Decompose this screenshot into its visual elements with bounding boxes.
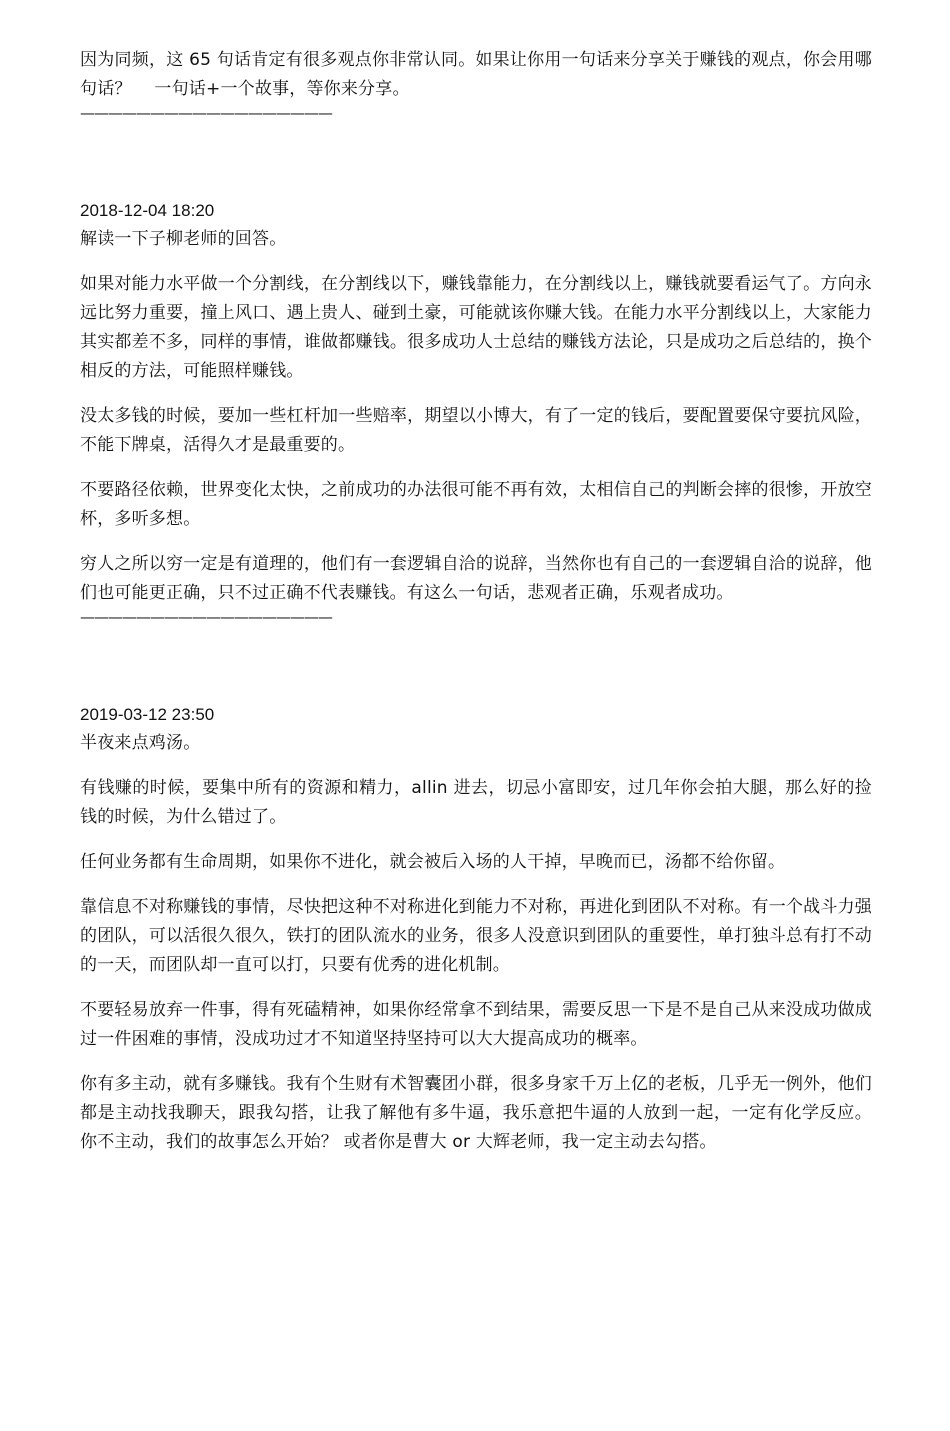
post-heading: 解读一下子柳老师的回答。 xyxy=(80,229,287,249)
post-date: 2019-03-12 23:50 xyxy=(80,705,215,724)
post-paragraph: 不要轻易放弃一件事，得有死磕精神，如果你经常拿不到结果，需要反思一下是不是自己从来没成功做成过一件困难的事情，没成功过才不知道坚持坚持可以大大提高成功的概率。 xyxy=(80,1000,872,1049)
post-paragraph: 你有多主动，就有多赚钱。我有个生财有术智囊团小群，很多身家千万上亿的老板，几乎无一例外，他们都是主动找我聊天，跟我勾搭，让我了解他有多牛逼，我乐意把牛逼的人放到一起，一定有化学反应。 你不主动，我们的故事怎么开始？ 或者你是曹大 or 大辉老师，我一定主动去勾搭。 xyxy=(80,1074,872,1152)
post-paragraph: 不要路径依赖，世界变化太快，之前成功的办法很可能不再有效，太相信自己的判断会摔的很惨，开放空杯，多听多想。 xyxy=(80,480,872,529)
post-paragraph: 靠信息不对称赚钱的事情，尽快把这种不对称进化到能力不对称，再进化到团队不对称。有一个战斗力强的团队，可以活很久很久，铁打的团队流水的业务，很多人没意识到团队的重要性，单打独斗总有打不动的一天，而团队却一直可以打，只要有优秀的进化机制。 xyxy=(80,897,872,975)
post-paragraph: 有钱赚的时候，要集中所有的资源和精力，allin 进去，切忌小富即安，过几年你会拍大腿，那么好的捡钱的时候，为什么错过了。 xyxy=(80,778,872,827)
post-heading: 半夜来点鸡汤。 xyxy=(80,733,201,753)
post-paragraph: 没太多钱的时候，要加一些杠杆加一些赔率，期望以小博大，有了一定的钱后，要配置要保守要抗风险，不能下牌桌，活得久才是最重要的。 xyxy=(80,406,872,455)
intro-paragraph: 因为同频，这 65 句话肯定有很多观点你非常认同。如果让你用一句话来分享关于赚钱的观点，你会用哪句话？ 一句话+一个故事，等你来分享。 xyxy=(80,50,872,99)
section-divider: —————————————————— xyxy=(80,608,332,626)
post-date: 2018-12-04 18:20 xyxy=(80,201,215,220)
spacer xyxy=(80,122,872,196)
spacer xyxy=(80,626,872,700)
post-paragraph: 任何业务都有生命周期，如果你不进化，就会被后入场的人干掉，早晚而已，汤都不给你留。 xyxy=(80,852,786,872)
post-paragraph: 穷人之所以穷一定是有道理的，他们有一套逻辑自洽的说辞，当然你也有自己的一套逻辑自洽的说辞，他们也可能更正确，只不过正确不代表赚钱。有这么一句话，悲观者正确，乐观者成功。 xyxy=(80,554,872,603)
post-paragraph: 如果对能力水平做一个分割线，在分割线以下，赚钱靠能力，在分割线以上，赚钱就要看运气了。方向永远比努力重要，撞上风口、遇上贵人、碰到土豪，可能就该你赚大钱。在能力水平分割线以上，大家能力其实都差不多，同样的事情，谁做都赚钱。很多成功人士总结的赚钱方法论，只是成功之后总结的，换个相反的方法，可能照样赚钱。 xyxy=(80,274,872,381)
document-page xyxy=(80,46,872,1157)
post-2018-12-04 xyxy=(80,196,872,626)
post-2019-03-12 xyxy=(80,700,872,1157)
section-divider: —————————————————— xyxy=(80,104,332,122)
